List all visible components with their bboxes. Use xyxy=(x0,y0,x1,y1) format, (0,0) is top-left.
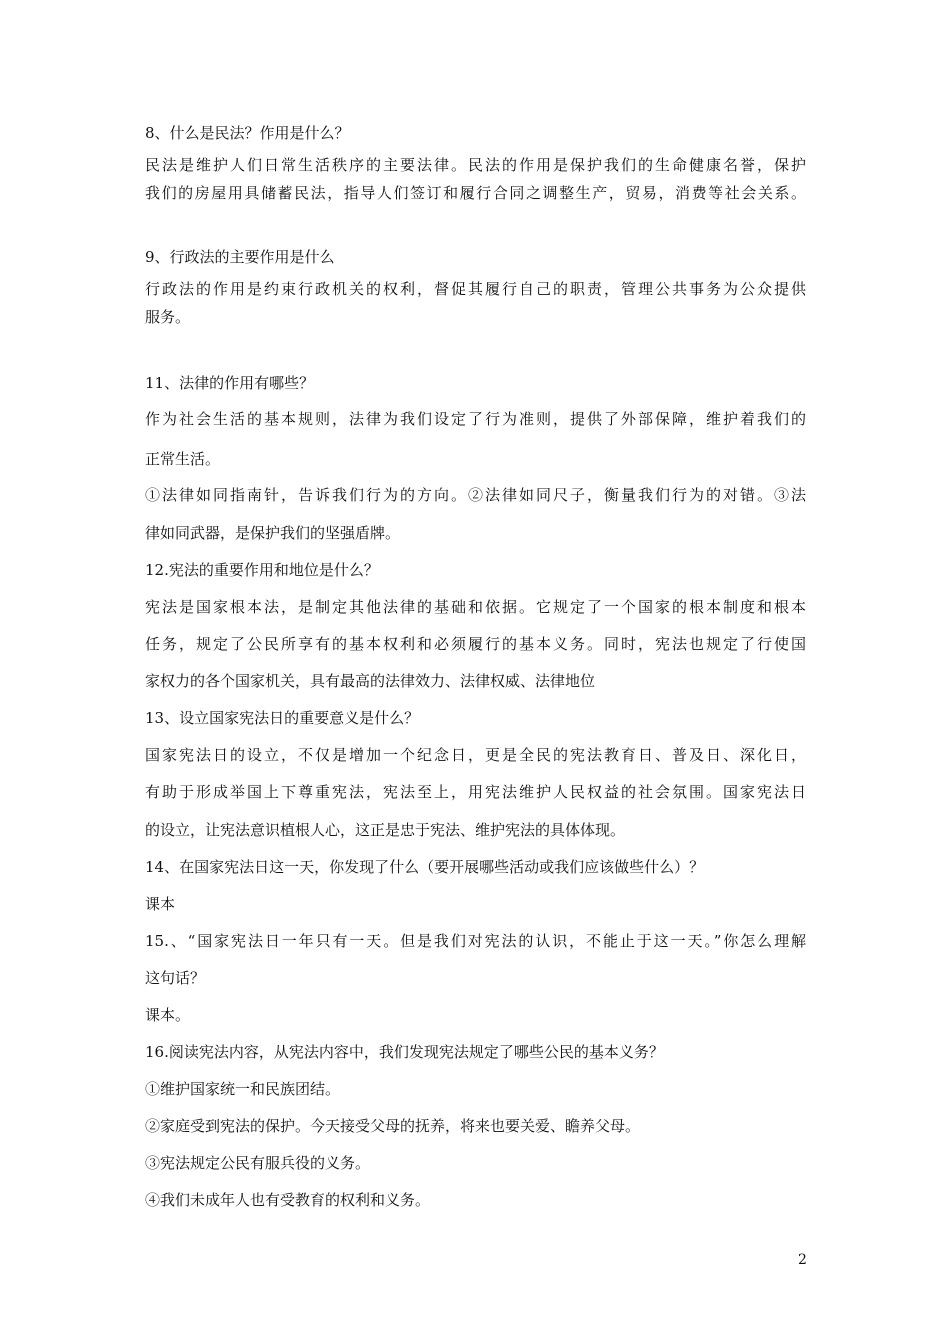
question-11-heading: 11、法律的作用有哪些？ xyxy=(145,374,315,392)
question-14-heading: 14、在国家宪法日这一天，你发现了什么（要开展哪些活动或我们应该做些什么）？ xyxy=(145,858,705,876)
answer-12-line-2: 任务，规定了公民所享有的基本权利和必须履行的基本义务。同时，宪法也规定了行使国 xyxy=(145,635,806,653)
question-8-heading: 8、什么是民法？作用是什么？ xyxy=(145,124,350,142)
answer-13-line-3: 的设立，让宪法意识植根人心，这正是忠于宪法、维护宪法的具体体现。 xyxy=(145,821,626,839)
answer-16-item-2: ②家庭受到宪法的保护。今天接受父母的抚养，将来也要关爱、瞻养父母。 xyxy=(145,1117,641,1135)
question-15-line-2: 这句话？ xyxy=(145,969,206,987)
answer-16-item-1: ①维护国家统一和民族团结。 xyxy=(145,1080,341,1098)
answer-13-line-2: 有助于形成举国上下尊重宪法，宪法至上，用宪法维护人民权益的社会氛围。国家宪法日 xyxy=(145,783,806,801)
answer-12-line-3: 家权力的各个国家机关，具有最高的法律效力、法律权威、法律地位 xyxy=(145,672,596,690)
question-15-line-1: 15.、“国家宪法日一年只有一天。但是我们对宪法的认识，不能止于这一天。”你怎么理解 xyxy=(145,932,806,950)
answer-11-line-4: 律如同武器，是保护我们的坚强盾牌。 xyxy=(145,524,401,542)
question-9-heading: 9、行政法的主要作用是什么 xyxy=(145,248,335,266)
answer-8-line-1: 民法是维护人们日常生活秩序的主要法律。民法的作用是保护我们的生命健康名誉，保护 xyxy=(145,156,806,174)
answer-12-line-1: 宪法是国家根本法，是制定其他法律的基础和依据。它规定了一个国家的根本制度和根本 xyxy=(145,598,806,616)
answer-15: 课本。 xyxy=(145,1006,191,1024)
answer-9-line-2: 服务。 xyxy=(145,308,191,326)
answer-13-line-1: 国家宪法日的设立，不仅是增加一个纪念日，更是全民的宪法教育日、普及日、深化日， xyxy=(145,746,806,764)
question-12-heading: 12.宪法的重要作用和地位是什么？ xyxy=(145,561,379,579)
answer-11-line-3: ①法律如同指南针，告诉我们行为的方向。②法律如同尺子，衡量我们行为的对错。③法 xyxy=(145,486,806,504)
answer-16-item-4: ④我们未成年人也有受教育的权利和义务。 xyxy=(145,1191,431,1209)
question-16-heading: 16.阅读宪法内容，从宪法内容中，我们发现宪法规定了哪些公民的基本义务？ xyxy=(145,1043,664,1061)
answer-11-line-2: 正常生活。 xyxy=(145,450,221,468)
answer-8-line-2: 我们的房屋用具储蓄民法，指导人们签订和履行合同之调整生产，贸易，消费等社会关系。 xyxy=(145,184,806,202)
answer-16-item-3: ③宪法规定公民有服兵役的义务。 xyxy=(145,1154,371,1172)
question-13-heading: 13、设立国家宪法日的重要意义是什么？ xyxy=(145,709,420,727)
answer-14: 课本 xyxy=(145,895,176,913)
answer-9-line-1: 行政法的作用是约束行政机关的权利，督促其履行自己的职责，管理公共事务为公众提供 xyxy=(145,280,806,298)
answer-11-line-1: 作为社会生活的基本规则，法律为我们设定了行为准则，提供了外部保障，维护着我们的 xyxy=(145,410,806,428)
page-number: 2 xyxy=(798,1252,807,1268)
